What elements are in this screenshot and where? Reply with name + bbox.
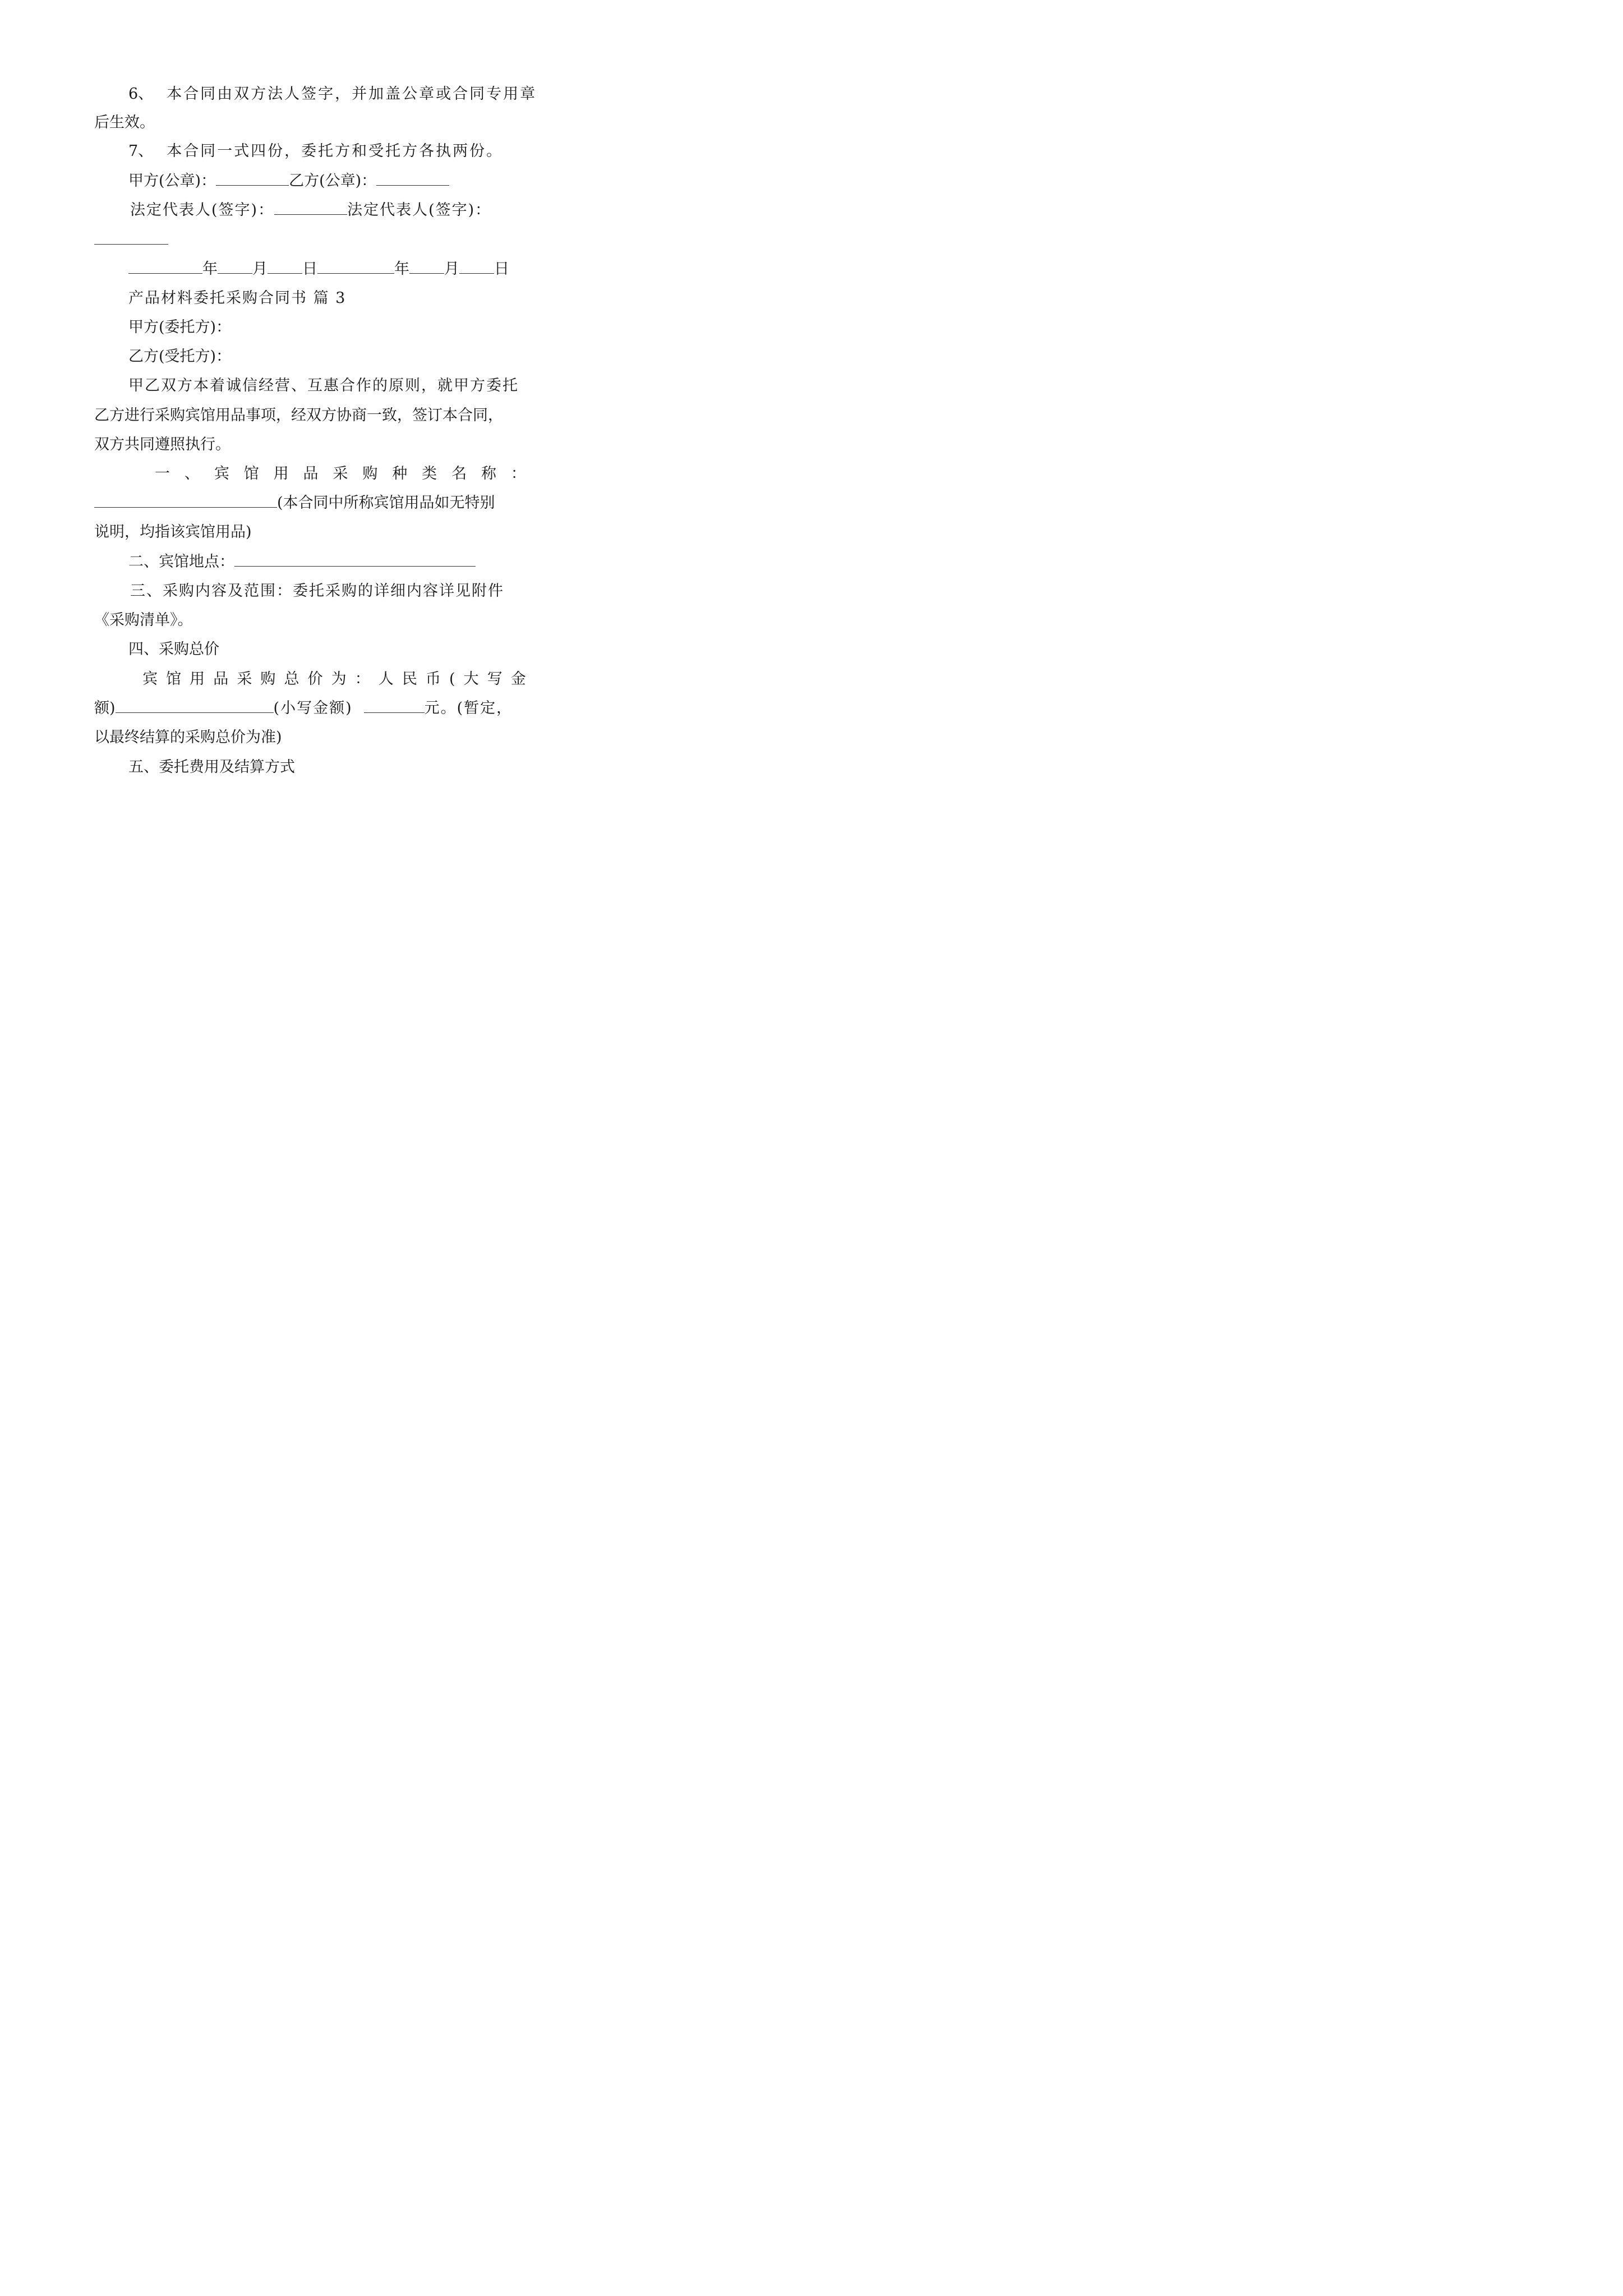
price-char: 为 xyxy=(331,670,347,688)
item-1-char: 名 xyxy=(451,465,467,482)
item-2-blank xyxy=(234,554,476,567)
date-a-year-blank xyxy=(128,261,202,274)
clause-6-number: 6、 xyxy=(128,85,154,103)
document-page xyxy=(0,0,617,873)
rep-a-label: 法定代表人(签字)： xyxy=(130,201,275,219)
price-char: ( xyxy=(449,670,455,688)
party-b-label: 乙方(受托方)： xyxy=(128,348,232,365)
item-1-char: 宾 xyxy=(214,465,229,482)
rep-b-label: 法定代表人(签字)： xyxy=(347,201,492,219)
item-5-heading: 五、委托费用及结算方式 xyxy=(128,758,295,776)
item-1-note: (本合同中所称宾馆用品如无特别 xyxy=(277,494,495,512)
party-a-label: 甲方(委托方)： xyxy=(128,319,232,336)
date-b-year-label: 年 xyxy=(394,260,409,278)
item-1-line-3: 说明，均指该宾馆用品) xyxy=(94,523,252,541)
item-1-char: 类 xyxy=(422,465,437,482)
price-char: 馆 xyxy=(166,670,182,688)
representative-line xyxy=(130,200,491,220)
price-char: ： xyxy=(354,670,370,688)
date-b-month-blank xyxy=(409,261,444,274)
intro-line-1: 甲乙双方本着诚信经营、互惠合作的原则，就甲方委托 xyxy=(128,377,519,394)
price-char: 民 xyxy=(402,670,417,688)
date-b-day-label: 日 xyxy=(494,260,509,278)
rep-b-blank xyxy=(94,232,168,245)
date-a-year-label: 年 xyxy=(202,260,218,278)
item-1-char: 称 xyxy=(481,465,496,482)
price-char: 品 xyxy=(213,670,229,688)
price-line-1 xyxy=(142,669,526,689)
item-1-char: 馆 xyxy=(243,465,259,482)
item-2-label: 二、宾馆地点： xyxy=(128,553,234,570)
intro-line-2: 乙方进行采购宾馆用品事项，经双方协商一致，签订本合同， xyxy=(94,407,503,424)
date-line xyxy=(128,259,509,279)
price-char: 人 xyxy=(378,670,394,688)
price-line-3: 以最终结算的采购总价为准) xyxy=(94,729,282,746)
price-unit: 元。(暂定， xyxy=(424,700,513,717)
date-b-day-blank xyxy=(459,261,494,274)
price-char: 价 xyxy=(307,670,323,688)
clause-6-line-2: 后生效。 xyxy=(94,114,155,131)
item-1-char: ： xyxy=(510,465,526,482)
item-1-char: 一 xyxy=(155,465,170,482)
price-char: 购 xyxy=(260,670,276,688)
item-3-line-2: 《采购清单》。 xyxy=(94,611,193,629)
intro-line-3: 双方共同遵照执行。 xyxy=(94,436,230,453)
price-char: 写 xyxy=(487,670,502,688)
date-b-month-label: 月 xyxy=(444,260,459,278)
item-3-line-1: 三、采购内容及范围：委托采购的详细内容详见附件 xyxy=(130,582,504,600)
party-a-seal-label: 甲方(公章)： xyxy=(128,172,216,190)
party-b-seal-blank xyxy=(376,173,449,186)
date-b-year-blank xyxy=(317,261,394,274)
item-1-name-blank xyxy=(94,495,277,508)
party-a-seal-blank xyxy=(216,173,289,186)
price-upper-label: 额) xyxy=(94,700,116,717)
date-a-day-blank xyxy=(268,261,302,274)
item-4-heading: 四、采购总价 xyxy=(128,641,219,658)
rep-a-blank xyxy=(274,202,347,215)
clause-7-text: 本合同一式四份，委托方和受托方各执两份。 xyxy=(167,142,504,160)
price-lower-label: (小写金额) xyxy=(273,700,353,717)
rep-b-blank-line xyxy=(94,230,168,250)
price-char: 总 xyxy=(284,670,299,688)
seal-line xyxy=(128,171,449,191)
date-a-month-blank xyxy=(218,261,252,274)
item-1-char: 采 xyxy=(333,465,348,482)
clause-6-line-1 xyxy=(128,84,537,104)
clause-7-number: 7、 xyxy=(128,142,154,160)
item-1-char: 购 xyxy=(362,465,378,482)
clause-6-text: 本合同由双方法人签字，并加盖公章或合同专用章 xyxy=(167,85,537,103)
item-1-line-1 xyxy=(155,464,526,484)
price-char: 币 xyxy=(425,670,441,688)
price-char: 大 xyxy=(463,670,479,688)
price-line-2 xyxy=(94,698,513,719)
price-char: 采 xyxy=(237,670,252,688)
clause-7 xyxy=(128,141,503,162)
item-1-line-2 xyxy=(94,493,495,513)
price-upper-blank xyxy=(116,700,274,713)
item-1-char: 品 xyxy=(303,465,319,482)
item-1-char: 种 xyxy=(392,465,408,482)
item-2 xyxy=(128,552,476,572)
price-lower-blank xyxy=(364,700,425,713)
date-a-day-label: 日 xyxy=(302,260,317,278)
price-char: 宾 xyxy=(142,670,158,688)
item-1-char: 用 xyxy=(273,465,289,482)
party-b-seal-label: 乙方(公章)： xyxy=(289,172,377,190)
section-title: 产品材料委托采购合同书 篇 3 xyxy=(128,289,347,307)
item-1-char: 、 xyxy=(184,465,200,482)
price-char: 用 xyxy=(190,670,205,688)
date-a-month-label: 月 xyxy=(252,260,268,278)
price-char: 金 xyxy=(510,670,526,688)
